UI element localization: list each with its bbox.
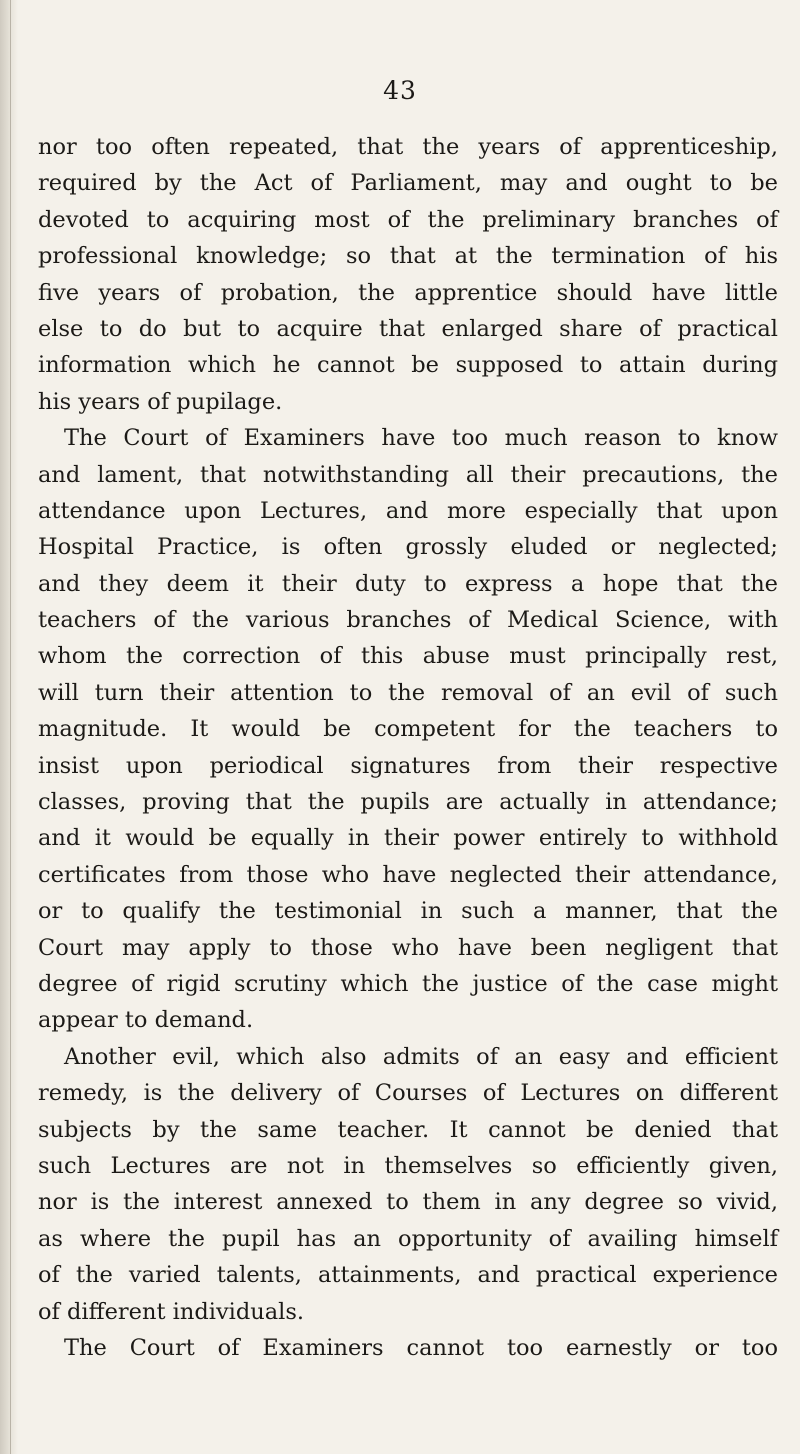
paragraph-2 — [38, 420, 778, 1039]
text-line: professional knowledge; so that at the termination of his — [38, 243, 778, 270]
text-line: information which he cannot be supposed to attain during — [38, 352, 778, 379]
text-line: Court may apply to those who have been negligent that — [38, 934, 778, 961]
text-line: teachers of the various branches of Medical Science, with — [38, 607, 778, 634]
paragraph-4 — [38, 1330, 778, 1366]
text-line: five years of probation, the apprentice should have little — [38, 279, 778, 306]
text-line: such Lectures are not in themselves so efficiently given, — [38, 1152, 778, 1179]
text-line: remedy, is the delivery of Courses of Lectures on different — [38, 1080, 778, 1107]
text-line: The Court of Examiners have too much reason to know — [64, 425, 778, 452]
text-line: and they deem it their duty to express a hope that the — [38, 570, 778, 597]
text-line: certificates from those who have neglected their attendance, — [38, 861, 778, 888]
text-line: required by the Act of Parliament, may and ought to be — [38, 170, 778, 197]
body-text — [38, 129, 778, 1366]
page-number: 43 — [383, 76, 417, 105]
text-line: magnitude. It would be competent for the teachers to — [38, 716, 778, 743]
text-line: subjects by the same teacher. It cannot be denied that — [38, 1116, 778, 1143]
text-line: Another evil, which also admits of an easy and efficient — [64, 1043, 778, 1070]
text-line: and it would be equally in their power entirely to withhold — [38, 825, 778, 852]
text-line: whom the correction of this abuse must principally rest, — [38, 643, 778, 670]
paragraph-1 — [38, 129, 778, 420]
text-line: The Court of Examiners cannot too earnestly or too — [64, 1334, 778, 1361]
paragraph-3 — [38, 1039, 778, 1330]
text-line: or to qualify the testimonial in such a manner, that the — [38, 898, 778, 925]
text-line: devoted to acquiring most of the preliminary branches of — [38, 206, 778, 233]
text-line: his years of pupilage. — [38, 388, 283, 415]
page-binding-edge — [0, 0, 18, 1454]
text-line: and lament, that notwithstanding all their precautions, the — [38, 461, 778, 488]
text-line: of the varied talents, attainments, and practical experience — [38, 1262, 778, 1289]
text-line: nor too often repeated, that the years of apprenticeship, — [38, 134, 778, 160]
text-line: nor is the interest annexed to them in any degree so vivid, — [38, 1189, 778, 1216]
page-binding-line — [10, 0, 11, 1454]
text-line: will turn their attention to the removal of an evil of such — [38, 679, 778, 706]
text-line: of different individuals. — [38, 1298, 305, 1325]
text-line: insist upon periodical signatures from their respective — [38, 752, 778, 779]
text-line: attendance upon Lectures, and more especially that upon — [38, 497, 778, 524]
text-line: Hospital Practice, is often grossly eluded or neglected; — [38, 534, 778, 561]
text-line: appear to demand. — [38, 1007, 254, 1034]
text-line: else to do but to acquire that enlarged share of practical — [38, 315, 778, 342]
text-line: classes, proving that the pupils are actually in attendance; — [38, 789, 778, 816]
text-line: as where the pupil has an opportunity of availing himself — [38, 1225, 778, 1252]
text-line: degree of rigid scrutiny which the justice of the case might — [38, 970, 778, 997]
